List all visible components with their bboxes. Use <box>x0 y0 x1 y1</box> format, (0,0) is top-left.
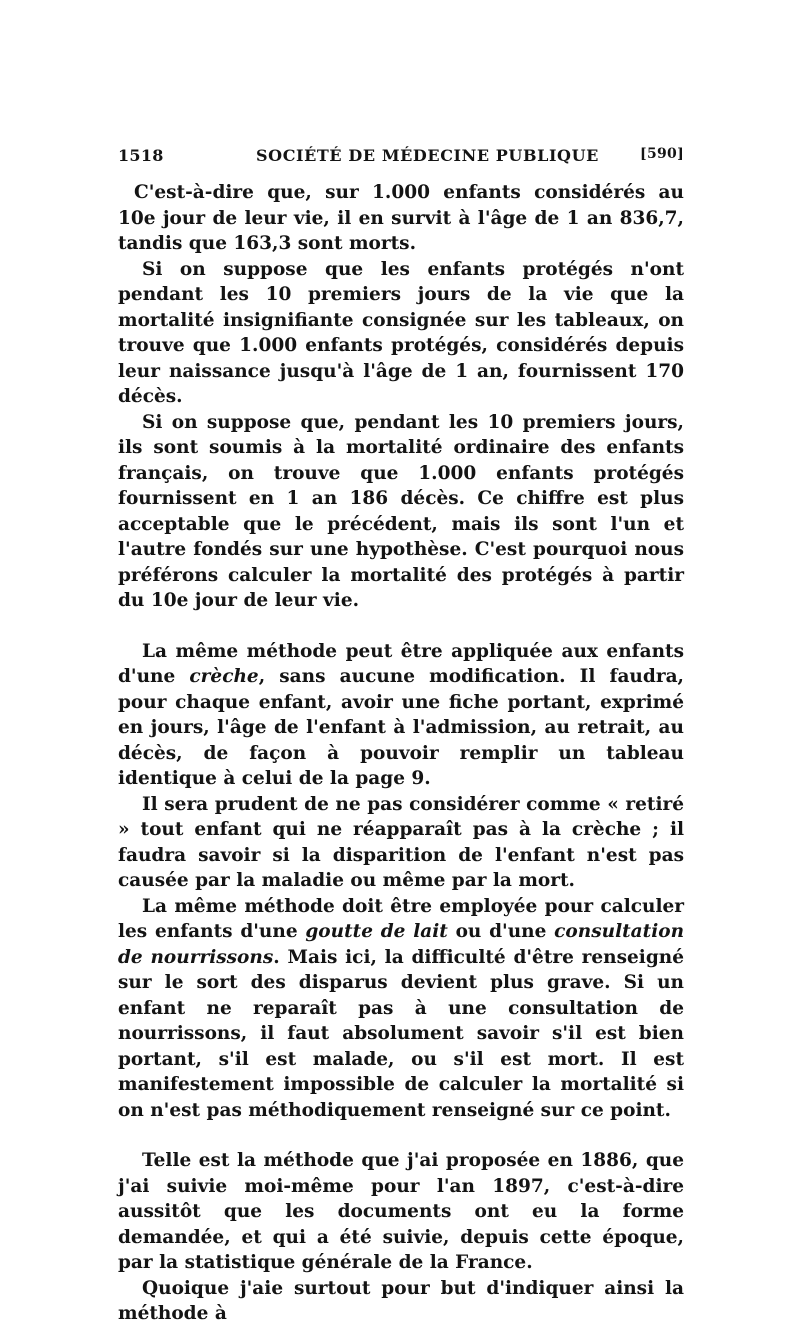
body-text <box>118 180 684 1327</box>
italic-term: consultation de nourrissons <box>118 921 685 968</box>
text-run: . Mais ici, la difficulté d'être renseigné sur le sort des disparus devient plus grave. Si un enfant ne reparaît pas à une consultation de nourrissons, il faut absolument savoir s'il est bien portant, s'il est malade, ou s'il est mort. Il est manifestement impossible de calculer la mortalité si on n'est pas méthodiquement renseigné sur ce point. <box>118 946 684 1121</box>
paragraph: C'est-à-dire que, sur 1.000 enfants considérés au 10e jour de leur vie, il en survit à l'âge de 1 an 836,7, tandis que 163,3 sont morts. <box>118 182 684 254</box>
text-run: La même méthode doit être employée pour calculer les enfants d'une <box>118 895 684 942</box>
paragraph: Quoique j'aie surtout pour but d'indiquer ainsi la méthode à <box>118 1277 684 1324</box>
paragraph <box>118 894 684 1124</box>
page-number: 1518 <box>118 146 164 165</box>
running-header <box>118 146 684 168</box>
text-run: ou d'une <box>447 921 555 942</box>
running-title: SOCIÉTÉ DE MÉDECINE PUBLIQUE <box>256 146 599 165</box>
italic-term: crèche <box>189 666 259 687</box>
paragraph: Il sera prudent de ne pas considérer comme « retiré » tout enfant qui ne réapparaît pas à la crèche ; il faudra savoir si la disparition de l'enfant n'est pas causée par la maladie ou même par la mort. <box>118 793 684 891</box>
text-run: La même méthode peut être appliquée aux enfants d'une <box>118 640 684 687</box>
text-run: , sans aucune modification. Il faudra, pour chaque enfant, avoir une fiche portant, exprimé en jours, l'âge de l'enfant à l'admission, au retrait, au décès, de façon à pouvoir remplir un tableau identique à celui de la page 9. <box>118 666 684 789</box>
paragraph <box>118 639 684 792</box>
italic-term: goutte de lait <box>305 921 448 942</box>
paragraph: Si on suppose que les enfants protégés n'ont pendant les 10 premiers jours de la vie que la mortalité insignifiante consignée sur les tableaux, on trouve que 1.000 enfants protégés, considérés depuis leur naissance jusqu'à l'âge de 1 an, fournissent 170 décès. <box>118 258 684 407</box>
paragraph: Telle est la méthode que j'ai proposée en 1886, que j'ai suivie moi-même pour l'an 1897, c'est-à-dire aussitôt que les documents ont eu la forme demandée, et qui a été suivie, depuis cette époque, par la statistique générale de la France. <box>118 1150 684 1273</box>
original-page-reference: [590] <box>640 146 684 162</box>
paragraph: Si on suppose que, pendant les 10 premiers jours, ils sont soumis à la mortalité ordinaire des enfants français, on trouve que 1.000 enfants protégés fournissent en 1 an 186 décès. Ce chiffre est plus acceptable que le précédent, mais ils sont l'un et l'autre fondés sur une hypothèse. C'est pourquoi nous préférons calculer la mortalité des protégés à partir du 10e jour de leur vie. <box>118 411 684 611</box>
